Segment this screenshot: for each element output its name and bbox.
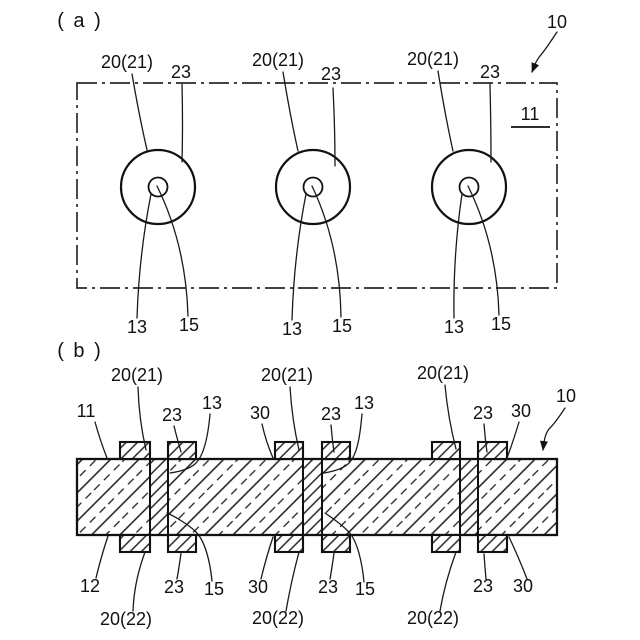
leader-line (182, 84, 183, 162)
via-3 (460, 459, 478, 535)
ref-label-b-23-t1: 23 (161, 405, 183, 425)
ref-label-b-20-22-1: 20(22) (99, 609, 153, 629)
ref-label-a-23-2: 23 (320, 64, 342, 84)
bottom-electrode (432, 535, 460, 552)
leader-line (133, 552, 145, 611)
ref-label-b-13-2: 13 (353, 393, 375, 413)
panel-a (57, 10, 567, 339)
ref-label-a-23-3: 23 (479, 62, 501, 82)
panel-letter-b-panel: ( b ) (57, 340, 103, 362)
ref-label-b-13-1: 13 (201, 393, 223, 413)
leader-line (138, 387, 146, 450)
leader-line (333, 88, 335, 166)
panel-b (57, 340, 576, 629)
ref-label-a-13-2: 13 (281, 319, 303, 339)
via-2 (303, 459, 322, 535)
ref-label-a-15-3: 15 (490, 314, 512, 334)
bottom-electrode (322, 535, 350, 552)
ref-label-a-15-2: 15 (331, 316, 353, 336)
ref-label-b-15-2: 15 (354, 579, 376, 599)
ref-label-b-30-t2: 30 (510, 401, 532, 421)
ref-label-b-10: 10 (555, 386, 577, 406)
ref-label-b-23-t3: 23 (472, 403, 494, 423)
bottom-electrode (275, 535, 303, 552)
top-electrode (478, 442, 507, 459)
leader-line (262, 424, 273, 458)
leader-line (95, 422, 107, 458)
ref-label-b-23-b3: 23 (472, 576, 494, 596)
via-1 (150, 459, 168, 535)
leader-line (509, 537, 527, 579)
leader-line (445, 385, 456, 449)
bottom-electrode (120, 535, 150, 552)
ref-label-b-20-21-3: 20(21) (416, 363, 470, 383)
leader-line (132, 74, 147, 150)
ref-label-b-23-b2: 23 (317, 577, 339, 597)
ref-label-a-15-1: 15 (178, 315, 200, 335)
leader-line (290, 387, 299, 450)
leader-line (261, 537, 273, 579)
top-electrode (168, 442, 196, 459)
ref-label-b-30-b3: 30 (512, 576, 534, 596)
ref-label-b-30-t1: 30 (249, 403, 271, 423)
ref-label-b-20-22-2: 20(22) (251, 608, 305, 628)
top-electrode (322, 442, 350, 459)
ref-label-a-10: 10 (546, 12, 568, 32)
ref-label-a-13-3: 13 (443, 317, 465, 337)
ref-label-a-20-21-1: 20(21) (100, 52, 154, 72)
panel-letter-a-panel: ( a ) (57, 10, 103, 32)
leader-line (96, 536, 108, 578)
arrow-leader-10 (543, 408, 565, 450)
ref-label-a-23-1: 23 (170, 62, 192, 82)
leader-line (507, 422, 519, 458)
top-electrode (120, 442, 150, 459)
ref-label-a-20-21-3: 20(21) (406, 49, 460, 69)
ref-label-b-23-t2: 23 (320, 404, 342, 424)
top-electrode (432, 442, 460, 459)
ref-label-b-11: 11 (76, 401, 96, 421)
leader-line (490, 84, 491, 162)
leader-line (440, 552, 456, 611)
ref-label-b-12: 12 (79, 576, 101, 596)
bottom-electrode (168, 535, 196, 552)
leader-line (177, 553, 181, 579)
arrow-leader-10 (532, 32, 557, 72)
ref-label-a-11: 11 (520, 104, 540, 124)
leader-line (330, 553, 334, 579)
ref-label-b-20-21-1: 20(21) (110, 365, 164, 385)
ref-label-b-23-b1: 23 (163, 577, 185, 597)
ref-label-b-15-1: 15 (203, 579, 225, 599)
leader-line (286, 552, 299, 611)
ref-label-a-13-1: 13 (126, 317, 148, 337)
ref-label-b-30-b1: 30 (247, 577, 269, 597)
bottom-electrode (478, 535, 507, 552)
ref-label-b-20-21-2: 20(21) (260, 365, 314, 385)
ref-label-a-20-21-2: 20(21) (251, 50, 305, 70)
ref-label-b-20-22-3: 20(22) (406, 608, 460, 628)
